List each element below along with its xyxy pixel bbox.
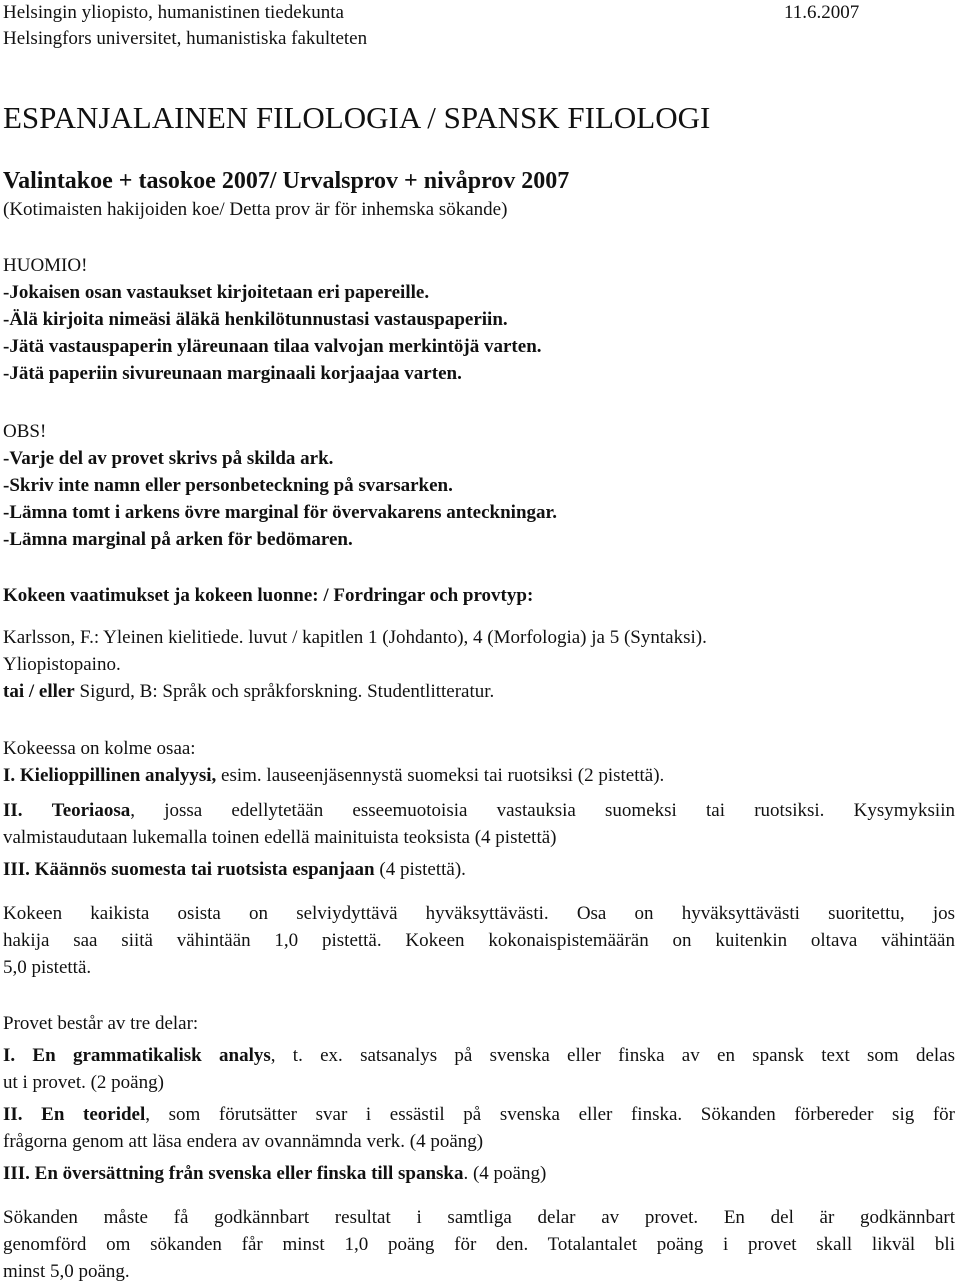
parts-sv-summary: genomförd om sökanden får minst 1,0 poäng för den. Totalantalet poäng i provet skall likväl bli [3, 1234, 955, 1255]
notice-sv-item: -Lämna marginal på arken för bedömaren. [3, 529, 353, 550]
parts-fi-part-1 [3, 763, 664, 789]
part-number: II. [3, 800, 23, 821]
requirements-heading: Kokeen vaatimukset ja kokeen luonne: / Fordringar och provtyp: [3, 585, 534, 606]
parts-sv-part-2-line2: frågorna genom att läsa endera av ovannämnda verk. (4 poäng) [3, 1131, 484, 1152]
parts-sv-part-2-line1 [3, 1102, 955, 1128]
parts-fi-summary: hakija saa siitä vähintään 1,0 pistettä. Kokeen kokonaispistemäärän on kuitenkin oltava vähintään [3, 930, 955, 951]
alt-marker: tai / eller [3, 681, 75, 702]
parts-fi-part-3 [3, 857, 466, 883]
notice-fi-heading: HUOMIO! [3, 255, 88, 276]
part-description: . (4 poäng) [463, 1163, 547, 1184]
parts-sv-summary: Sökanden måste få godkännbart resultat i samtliga delar av provet. En del är godkännbart [3, 1207, 955, 1228]
page-title: ESPANJALAINEN FILOLOGIA / SPANSK FILOLOGI [3, 100, 711, 135]
parts-fi-summary: 5,0 pistettä. [3, 957, 92, 978]
requirements-line: Yliopistopaino. [3, 654, 121, 675]
parts-fi-part-2-line1 [3, 798, 955, 824]
notice-sv-item: -Varje del av provet skrivs på skilda ark. [3, 448, 334, 469]
notice-fi-item: -Jokaisen osan vastaukset kirjoitetaan eri papereille. [3, 282, 430, 303]
part-description: , jossa edellytetään esseemuotoisia vastauksia suomeksi tai ruotsiksi. Kysymyksiin [130, 800, 955, 821]
part-description: (4 pistettä). [374, 859, 466, 880]
part-description: , t. ex. satsanalys på svenska eller finska av en spansk text som delas [270, 1045, 956, 1066]
requirements-line: Karlsson, F.: Yleinen kielitiede. luvut / kapitlen 1 (Johdanto), 4 (Morfologia) ja 5 (Syntaksi). [3, 627, 707, 648]
part-title: Teoriaosa [51, 800, 131, 821]
part-title: II. En teoridel [3, 1104, 146, 1125]
exam-subtitle-note: (Kotimaisten hakijoiden koe/ Detta prov är för inhemska sökande) [3, 199, 508, 220]
notice-sv-item: -Skriv inte namn eller personbeteckning på svarsarken. [3, 475, 453, 496]
parts-sv-part-3 [3, 1161, 546, 1187]
parts-sv-summary: minst 5,0 poäng. [3, 1261, 130, 1282]
alt-book: Sigurd, B: Språk och språkforskning. Studentlitteratur. [74, 681, 495, 702]
notice-sv-heading: OBS! [3, 421, 47, 442]
part-description: , som förutsätter svar i essästil på svenska eller finska. Sökanden förbereder sig för [145, 1104, 955, 1125]
parts-sv-part-1-line1 [3, 1043, 955, 1069]
part-description: esim. lauseenjäsennystä suomeksi tai ruotsiksi (2 pistettä). [216, 765, 665, 786]
parts-sv-part-1-line2: ut i provet. (2 poäng) [3, 1072, 164, 1093]
university-name-sv: Helsingfors universitet, humanistiska fakulteten [3, 28, 368, 49]
requirements-line-alt [3, 679, 494, 705]
notice-fi-item: -Älä kirjoita nimeäsi äläkä henkilötunnustasi vastauspaperiin. [3, 309, 508, 330]
document-date: 11.6.2007 [784, 2, 860, 23]
notice-fi-item: -Jätä vastauspaperin yläreunaan tilaa valvojan merkintöjä varten. [3, 336, 542, 357]
parts-fi-summary: Kokeen kaikista osista on selviydyttävä hyväksyttävästi. Osa on hyväksyttävästi suoritettu, jos [3, 903, 955, 924]
part-title: I. Kielioppillinen analyysi, [3, 765, 217, 786]
parts-fi-heading: Kokeessa on kolme osaa: [3, 738, 196, 759]
part-title: I. En grammatikalisk analys [3, 1045, 271, 1066]
part-title: III. En översättning från svenska eller finska till spanska [3, 1163, 464, 1184]
notice-fi-item: -Jätä paperiin sivureunaan marginaali korjaajaa varten. [3, 363, 462, 384]
parts-sv-heading: Provet består av tre delar: [3, 1013, 199, 1034]
parts-fi-part-2-line2: valmistaudutaan lukemalla toinen edellä mainituista teoksista (4 pistettä) [3, 827, 557, 848]
part-title: III. Käännös suomesta tai ruotsista espanjaan [3, 859, 375, 880]
exam-subtitle: Valintakoe + tasokoe 2007/ Urvalsprov + nivåprov 2007 [3, 168, 570, 194]
university-name-fi: Helsingin yliopisto, humanistinen tiedekunta [3, 2, 344, 23]
notice-sv-item: -Lämna tomt i arkens övre marginal för övervakarens anteckningar. [3, 502, 557, 523]
